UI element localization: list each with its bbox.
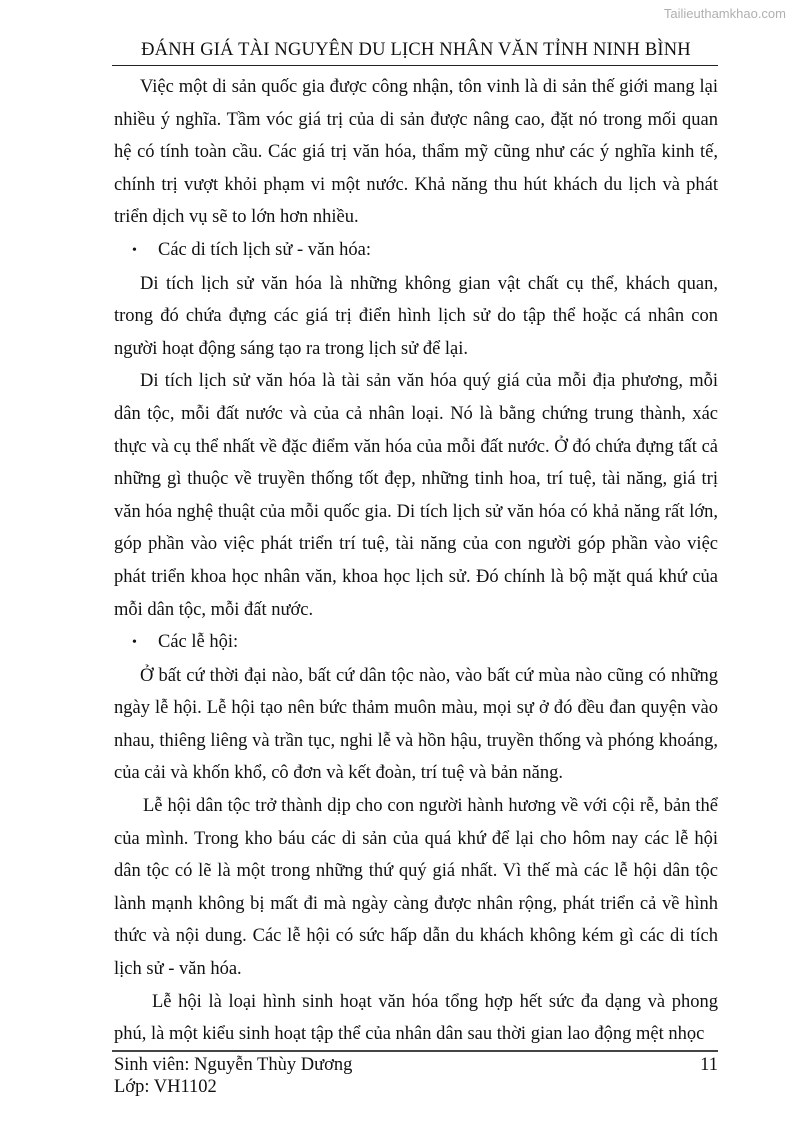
bullet-festivals [114, 626, 718, 660]
page-footer [114, 1054, 718, 1098]
document-body [114, 71, 718, 1051]
paragraph-site-definition: Di tích lịch sử văn hóa là những không gian vật chất cụ thể, khách quan, trong đó chứa đựng các giá trị điển hình lịch sử do tập thể hoặc cá nhân con người hoạt động sáng tạo ra trong lịch sử để lại. [114, 273, 718, 359]
bullet-icon: • [132, 242, 137, 258]
page-header-title: ĐÁNH GIÁ TÀI NGUYÊN DU LỊCH NHÂN VĂN TỈNH NINH BÌNH [141, 40, 691, 60]
bullet-icon: • [132, 635, 137, 651]
paragraph-festival-activity: Lễ hội là loại hình sinh hoạt văn hóa tổng hợp hết sức đa dạng và phong phú, là một kiểu sinh hoạt tập thể của nhân dân sau thời gian lao động mệt nhọc [114, 991, 718, 1045]
bullet-label: Các di tích lịch sử - văn hóa: [158, 239, 371, 260]
paragraph-site-value: Di tích lịch sử văn hóa là tài sản văn hóa quý giá của mỗi địa phương, mỗi dân tộc, mỗi đất nước và của cả nhân loại. Nó là bằng chứng trung thành, xác thực và cụ thể nhất về đặc điểm văn hóa của mỗi đất nước. Ở đó chứa đựng tất cả những gì thuộc về truyền thống tốt đẹp, những tinh hoa, trí tuệ, tài năng, giá trị văn hóa nghệ thuật của mỗi quốc gia. Di tích lịch sử văn hóa có khả năng rất lớn, góp phần vào việc phát triển trí tuệ, tài năng của con người góp phần vào việc phát triển khoa học nhân văn, khoa học lịch sử. Đó chính là bộ mặt quá khứ của mỗi dân tộc, mỗi đất nước. [114, 371, 718, 620]
page-number: 11 [700, 1055, 718, 1075]
footer-divider [112, 1050, 718, 1052]
bullet-label: Các lễ hội: [158, 632, 239, 653]
paragraph-festival-heritage: Lễ hội dân tộc trở thành dịp cho con người hành hương về với cội rễ, bản thể của mình. Trong kho báu các di sản của quá khứ để lại cho hôm nay các lễ hội dân tộc có lẽ là một trong những thứ quý giá nhất. Vì thế mà các lễ hội dân tộc lành mạnh không bị mất đi mà ngày càng được nhân rộng, phát triển cả về hình thức và nội dung. Các lễ hội có sức hấp dẫn du khách không kém gì các di tích lịch sử - văn hóa. [114, 796, 718, 980]
footer-class: Lớp: VH1102 [114, 1077, 217, 1097]
header-divider [112, 65, 718, 66]
paragraph-heritage-recognition: Việc một di sản quốc gia được công nhận, tôn vinh là di sản thế giới mang lại nhiều ý nghĩa. Tầm vóc giá trị của di sản được nâng cao, đặt nó trong mối quan hệ có tính toàn cầu. Các giá trị văn hóa, thẩm mỹ cũng như các ý nghĩa kinh tế, chính trị vượt khỏi phạm vi một nước. Khả năng thu hút khách du lịch và phát triển dịch vụ sẽ to lớn hơn nhiều. [114, 77, 718, 228]
footer-student: Sinh viên: Nguyễn Thùy Dương [114, 1055, 353, 1075]
paragraph-festival-intro: Ở bất cứ thời đại nào, bất cứ dân tộc nào, vào bất cứ mùa nào cũng có những ngày lễ hội. Lễ hội tạo nên bức thảm muôn màu, mọi sự ở đó đều đan quyện vào nhau, thiêng liêng và trần tục, nghi lễ và hồn hậu, truyền thống và phóng khoáng, của cải và khốn khổ, cô đơn và kết đoàn, trí tuệ và bản năng. [114, 665, 718, 784]
bullet-historical-sites [114, 234, 718, 268]
watermark: Tailieuthamkhao.com [663, 6, 786, 21]
